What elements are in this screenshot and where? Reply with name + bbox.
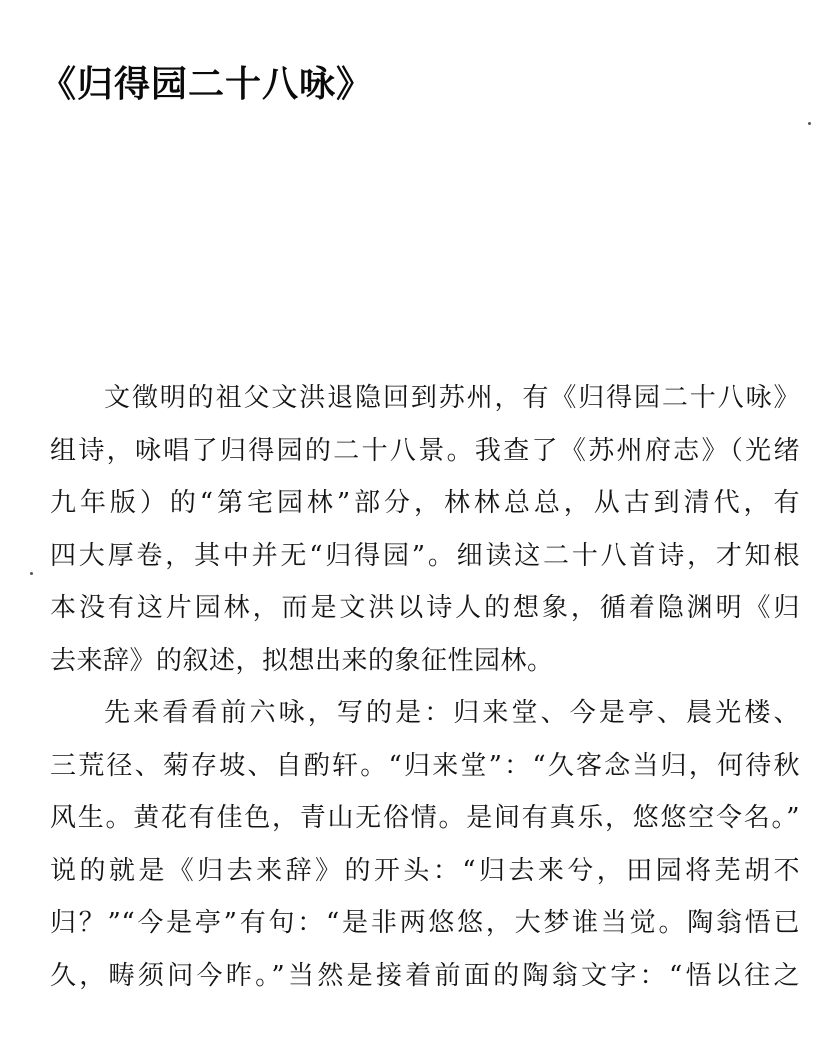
text-line: 风生。黄花有佳色，青山无俗情。是间有真乐，悠悠空令名。” [50, 803, 800, 833]
text-line: 九年版）的“第宅园林”部分，林林总总，从古到清代，有 [50, 488, 800, 518]
text-line: 三荒径、菊存坡、自酌轩。“归来堂”：“久客念当归，何待秋 [50, 750, 800, 781]
scan-speck [30, 572, 33, 575]
text-line: 久，畴须问今昨。”当然是接着前面的陶翁文字：“悟以往之 [50, 960, 800, 991]
paragraph-1 [50, 372, 800, 687]
text-line: 文徵明的祖父文洪退隐回到苏州，有《归得园二十八咏》 [104, 383, 800, 413]
text-line: 先来看看前六咏，写的是：归来堂、今是亭、晨光楼、 [104, 698, 800, 728]
text-line: 归？”“今是亭”有句：“是非两悠悠，大梦谁当觉。陶翁悟已 [50, 908, 800, 938]
text-line: 四大厚卷，其中并无“归得园”。细读这二十八首诗，才知根 [50, 540, 800, 571]
text-line: 本没有这片园林，而是文洪以诗人的想象，循着隐渊明《归 [50, 593, 800, 623]
scan-speck [808, 122, 811, 125]
text-line: 去来辞》的叙述，拟想出来的象征性园林。 [50, 645, 554, 676]
page-title: 《归得园二十八咏》 [40, 64, 374, 105]
text-line: 说的就是《归去来辞》的开头：“归去来兮，田园将芜胡不 [50, 855, 800, 886]
paragraph-2 [50, 687, 800, 1002]
body-text [50, 372, 800, 1002]
text-line: 组诗，咏唱了归得园的二十八景。我查了《苏州府志》（光绪 [50, 435, 800, 466]
